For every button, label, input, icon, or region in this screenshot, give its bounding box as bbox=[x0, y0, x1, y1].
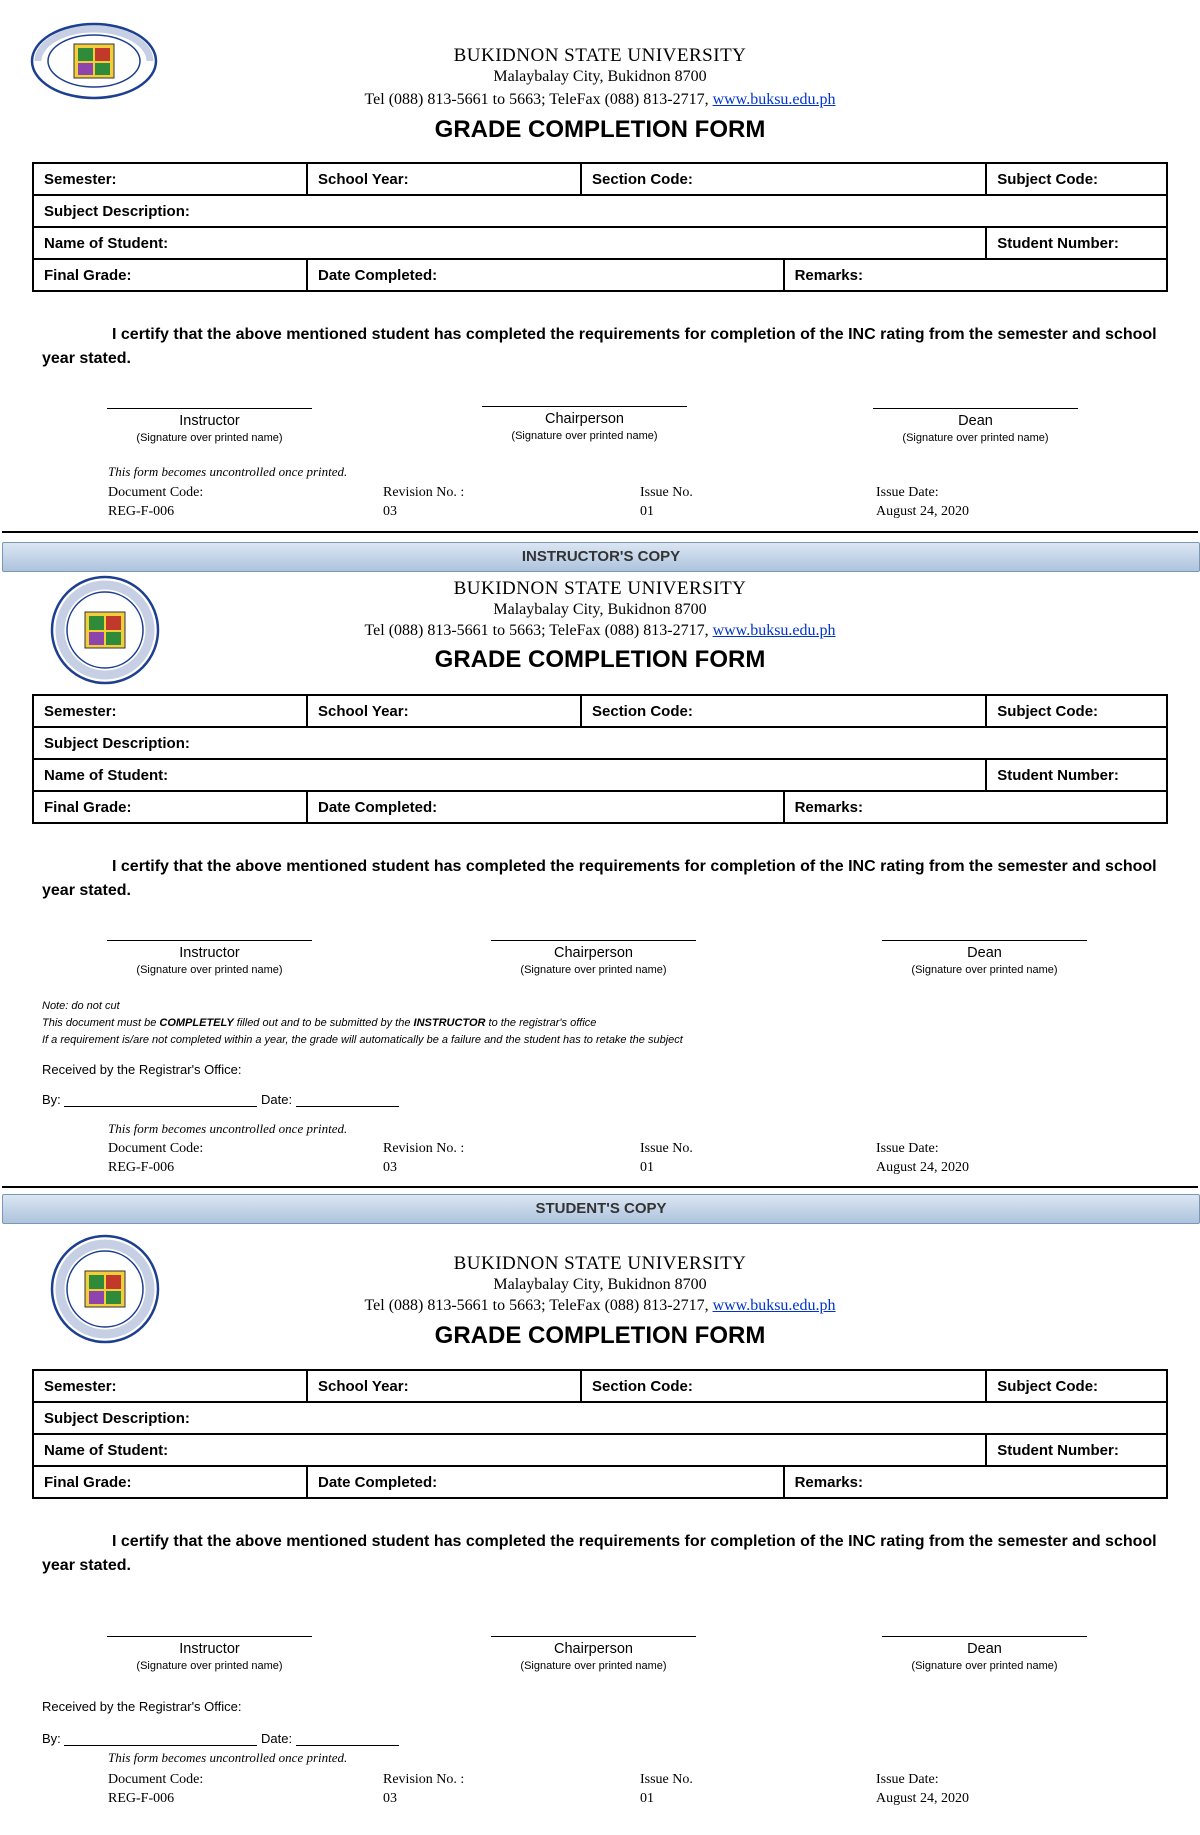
dean-label: Dean bbox=[958, 413, 993, 429]
note-emphasis: INSTRUCTOR bbox=[413, 1017, 486, 1029]
date-input-line[interactable] bbox=[296, 1092, 399, 1107]
issue-date-label: Issue Date: bbox=[876, 485, 939, 500]
signature-note: (Signature over printed name) bbox=[511, 430, 658, 442]
section-code-field[interactable]: Section Code: bbox=[581, 163, 986, 195]
uncontrolled-note: This form becomes uncontrolled once printed. bbox=[108, 1121, 348, 1136]
note-completeness bbox=[42, 1015, 683, 1032]
signature-note: (Signature over printed name) bbox=[136, 432, 283, 444]
note-do-not-cut: Note: do not cut bbox=[42, 1000, 120, 1012]
by-label: By: bbox=[42, 1731, 61, 1746]
issue-date bbox=[876, 1770, 969, 1808]
certification-text: I certify that the above mentioned student has completed the requirements for completion of the INC rating from the semester and school year stated. bbox=[42, 326, 1157, 367]
instructor-label: Instructor bbox=[179, 945, 240, 961]
semester-field[interactable]: Semester: bbox=[33, 163, 307, 195]
issue-label: Issue No. bbox=[640, 485, 693, 500]
student-copy-banner: STUDENT'S COPY bbox=[2, 1194, 1200, 1224]
issue-number bbox=[640, 483, 693, 521]
date-input-line[interactable] bbox=[296, 1731, 399, 1746]
document-code-value: REG-F-006 bbox=[108, 1160, 175, 1175]
note-text: to the registrar's office bbox=[485, 1017, 597, 1029]
contact-line bbox=[0, 622, 1200, 640]
subject-description-field[interactable]: Subject Description: bbox=[33, 727, 1167, 759]
note-emphasis: COMPLETELY bbox=[159, 1017, 234, 1029]
contact-line bbox=[0, 1297, 1200, 1315]
section-code-field[interactable]: Section Code: bbox=[581, 1370, 986, 1402]
university-address: Malaybalay City, Bukidnon 8700 bbox=[493, 1276, 707, 1293]
issue-label: Issue No. bbox=[640, 1141, 693, 1156]
revision-label: Revision No. : bbox=[383, 485, 465, 500]
signature-note: (Signature over printed name) bbox=[902, 432, 1049, 444]
school-year-field[interactable]: School Year: bbox=[307, 1370, 581, 1402]
revision-value: 03 bbox=[383, 1160, 397, 1175]
document-code bbox=[108, 483, 203, 521]
website-link[interactable]: www.buksu.edu.ph bbox=[712, 1297, 836, 1314]
issue-label: Issue No. bbox=[640, 1772, 693, 1787]
registrar-received-label: Received by the Registrar's Office: bbox=[42, 1062, 242, 1077]
by-label: By: bbox=[42, 1092, 61, 1107]
certification-text: I certify that the above mentioned student has completed the requirements for completion of the INC rating from the semester and school year stated. bbox=[42, 858, 1157, 899]
university-name: BUKIDNON STATE UNIVERSITY bbox=[453, 1253, 747, 1274]
university-address: Malaybalay City, Bukidnon 8700 bbox=[493, 601, 707, 618]
issue-number bbox=[640, 1770, 693, 1808]
signature-note: (Signature over printed name) bbox=[520, 1660, 667, 1672]
document-code-value: REG-F-006 bbox=[108, 1791, 175, 1806]
signature-note: (Signature over printed name) bbox=[520, 964, 667, 976]
signature-line bbox=[482, 406, 687, 407]
chairperson-signature bbox=[491, 940, 696, 976]
instructor-copy-banner: INSTRUCTOR'S COPY bbox=[2, 542, 1200, 572]
signature-line bbox=[882, 1636, 1087, 1637]
university-name: BUKIDNON STATE UNIVERSITY bbox=[453, 45, 747, 66]
dean-signature bbox=[882, 1636, 1087, 1672]
school-year-field[interactable]: School Year: bbox=[307, 695, 581, 727]
document-code bbox=[108, 1770, 203, 1808]
document-code-label: Document Code: bbox=[108, 1141, 204, 1156]
semester-field[interactable]: Semester: bbox=[33, 1370, 307, 1402]
university-address: Malaybalay City, Bukidnon 8700 bbox=[493, 68, 707, 85]
website-link[interactable]: www.buksu.edu.ph bbox=[712, 622, 836, 639]
issue-number bbox=[640, 1139, 693, 1177]
website-link[interactable]: www.buksu.edu.ph bbox=[712, 91, 836, 108]
revision-value: 03 bbox=[383, 504, 397, 519]
contact-text: Tel (088) 813-5661 to 5663; TeleFax (088) 813-2717, bbox=[364, 622, 713, 639]
form-fields-table bbox=[32, 694, 1168, 824]
dean-signature bbox=[873, 408, 1078, 444]
name-of-student-field[interactable]: Name of Student: bbox=[33, 227, 986, 259]
document-code-value: REG-F-006 bbox=[108, 504, 175, 519]
by-input-line[interactable] bbox=[64, 1731, 257, 1746]
revision-number bbox=[383, 483, 464, 521]
form-title: GRADE COMPLETION FORM bbox=[434, 1322, 766, 1349]
revision-label: Revision No. : bbox=[383, 1772, 465, 1787]
remarks-field[interactable]: Remarks: bbox=[784, 259, 1167, 291]
issue-date bbox=[876, 1139, 969, 1177]
section-code-field[interactable]: Section Code: bbox=[581, 695, 986, 727]
subject-description-field[interactable]: Subject Description: bbox=[33, 1402, 1167, 1434]
issue-date-value: August 24, 2020 bbox=[876, 1160, 969, 1175]
revision-number bbox=[383, 1139, 464, 1177]
signature-line bbox=[107, 940, 312, 941]
name-of-student-field[interactable]: Name of Student: bbox=[33, 759, 986, 791]
note-text: filled out and to be submitted by the bbox=[233, 1017, 414, 1029]
signature-line bbox=[491, 940, 696, 941]
cut-line bbox=[2, 1186, 1198, 1188]
issue-date-label: Issue Date: bbox=[876, 1772, 939, 1787]
instructor-label: Instructor bbox=[179, 1641, 240, 1657]
dean-label: Dean bbox=[967, 1641, 1002, 1657]
form-fields-table bbox=[32, 1369, 1168, 1499]
revision-label: Revision No. : bbox=[383, 1141, 465, 1156]
certification-text: I certify that the above mentioned student has completed the requirements for completion of the INC rating from the semester and school year stated. bbox=[42, 1533, 1157, 1574]
signature-note: (Signature over printed name) bbox=[911, 964, 1058, 976]
student-number-field[interactable]: Student Number: bbox=[986, 1434, 1167, 1466]
instructor-label: Instructor bbox=[179, 413, 240, 429]
signature-line bbox=[882, 940, 1087, 941]
by-input-line[interactable] bbox=[64, 1092, 257, 1107]
subject-code-field[interactable]: Subject Code: bbox=[986, 163, 1167, 195]
chairperson-signature bbox=[482, 406, 687, 442]
revision-number bbox=[383, 1770, 464, 1808]
contact-text: Tel (088) 813-5661 to 5663; TeleFax (088) 813-2717, bbox=[364, 1297, 713, 1314]
document-code-label: Document Code: bbox=[108, 1772, 204, 1787]
dean-signature bbox=[882, 940, 1087, 976]
issue-date-value: August 24, 2020 bbox=[876, 504, 969, 519]
final-grade-field[interactable]: Final Grade: bbox=[33, 791, 307, 823]
date-label: Date: bbox=[261, 1731, 293, 1746]
subject-code-field[interactable]: Subject Code: bbox=[986, 1370, 1167, 1402]
registrar-by-date-line bbox=[42, 1092, 399, 1107]
final-grade-field[interactable]: Final Grade: bbox=[33, 1466, 307, 1498]
issue-date-label: Issue Date: bbox=[876, 1141, 939, 1156]
registrar-by-date-line bbox=[42, 1731, 399, 1746]
document-code bbox=[108, 1139, 203, 1177]
issue-value: 01 bbox=[640, 1160, 654, 1175]
form-title: GRADE COMPLETION FORM bbox=[434, 116, 766, 143]
uncontrolled-note: This form becomes uncontrolled once printed. bbox=[108, 1750, 348, 1765]
issue-date bbox=[876, 483, 969, 521]
chairperson-label: Chairperson bbox=[554, 1641, 633, 1657]
final-grade-field[interactable]: Final Grade: bbox=[33, 259, 307, 291]
school-year-field[interactable]: School Year: bbox=[307, 163, 581, 195]
form-title: GRADE COMPLETION FORM bbox=[434, 646, 766, 673]
note-text: This document must be bbox=[42, 1017, 160, 1029]
signature-note: (Signature over printed name) bbox=[136, 1660, 283, 1672]
contact-text: Tel (088) 813-5661 to 5663; TeleFax (088) 813-2717, bbox=[364, 91, 713, 108]
issue-value: 01 bbox=[640, 504, 654, 519]
uncontrolled-note: This form becomes uncontrolled once printed. bbox=[108, 464, 348, 479]
dean-label: Dean bbox=[967, 945, 1002, 961]
name-of-student-field[interactable]: Name of Student: bbox=[33, 1434, 986, 1466]
signature-note: (Signature over printed name) bbox=[136, 964, 283, 976]
instructor-signature bbox=[107, 940, 312, 976]
issue-date-value: August 24, 2020 bbox=[876, 1791, 969, 1806]
signature-line bbox=[491, 1636, 696, 1637]
signature-note: (Signature over printed name) bbox=[911, 1660, 1058, 1672]
subject-description-field[interactable]: Subject Description: bbox=[33, 195, 1167, 227]
remarks-field[interactable]: Remarks: bbox=[784, 791, 1167, 823]
cut-line bbox=[2, 531, 1198, 533]
registrar-received-label: Received by the Registrar's Office: bbox=[42, 1699, 242, 1714]
university-name: BUKIDNON STATE UNIVERSITY bbox=[453, 578, 747, 599]
subject-code-field[interactable]: Subject Code: bbox=[986, 695, 1167, 727]
signature-line bbox=[107, 1636, 312, 1637]
note-failure-warning: If a requirement is/are not completed within a year, the grade will automatically be a failure and the student has to retake the subject bbox=[42, 1034, 683, 1046]
date-label: Date: bbox=[261, 1092, 293, 1107]
instructions-notes bbox=[42, 998, 683, 1049]
date-completed-field[interactable]: Date Completed: bbox=[307, 791, 784, 823]
chairperson-label: Chairperson bbox=[545, 411, 624, 427]
revision-value: 03 bbox=[383, 1791, 397, 1806]
signature-line bbox=[107, 408, 312, 409]
document-code-label: Document Code: bbox=[108, 485, 204, 500]
instructor-signature bbox=[107, 1636, 312, 1672]
date-completed-field[interactable]: Date Completed: bbox=[307, 259, 784, 291]
instructor-signature bbox=[107, 408, 312, 444]
semester-field[interactable]: Semester: bbox=[33, 695, 307, 727]
student-number-field[interactable]: Student Number: bbox=[986, 759, 1167, 791]
form-fields-table bbox=[32, 162, 1168, 292]
chairperson-label: Chairperson bbox=[554, 945, 633, 961]
date-completed-field[interactable]: Date Completed: bbox=[307, 1466, 784, 1498]
issue-value: 01 bbox=[640, 1791, 654, 1806]
contact-line bbox=[0, 91, 1200, 109]
student-number-field[interactable]: Student Number: bbox=[986, 227, 1167, 259]
signature-line bbox=[873, 408, 1078, 409]
chairperson-signature bbox=[491, 1636, 696, 1672]
remarks-field[interactable]: Remarks: bbox=[784, 1466, 1167, 1498]
